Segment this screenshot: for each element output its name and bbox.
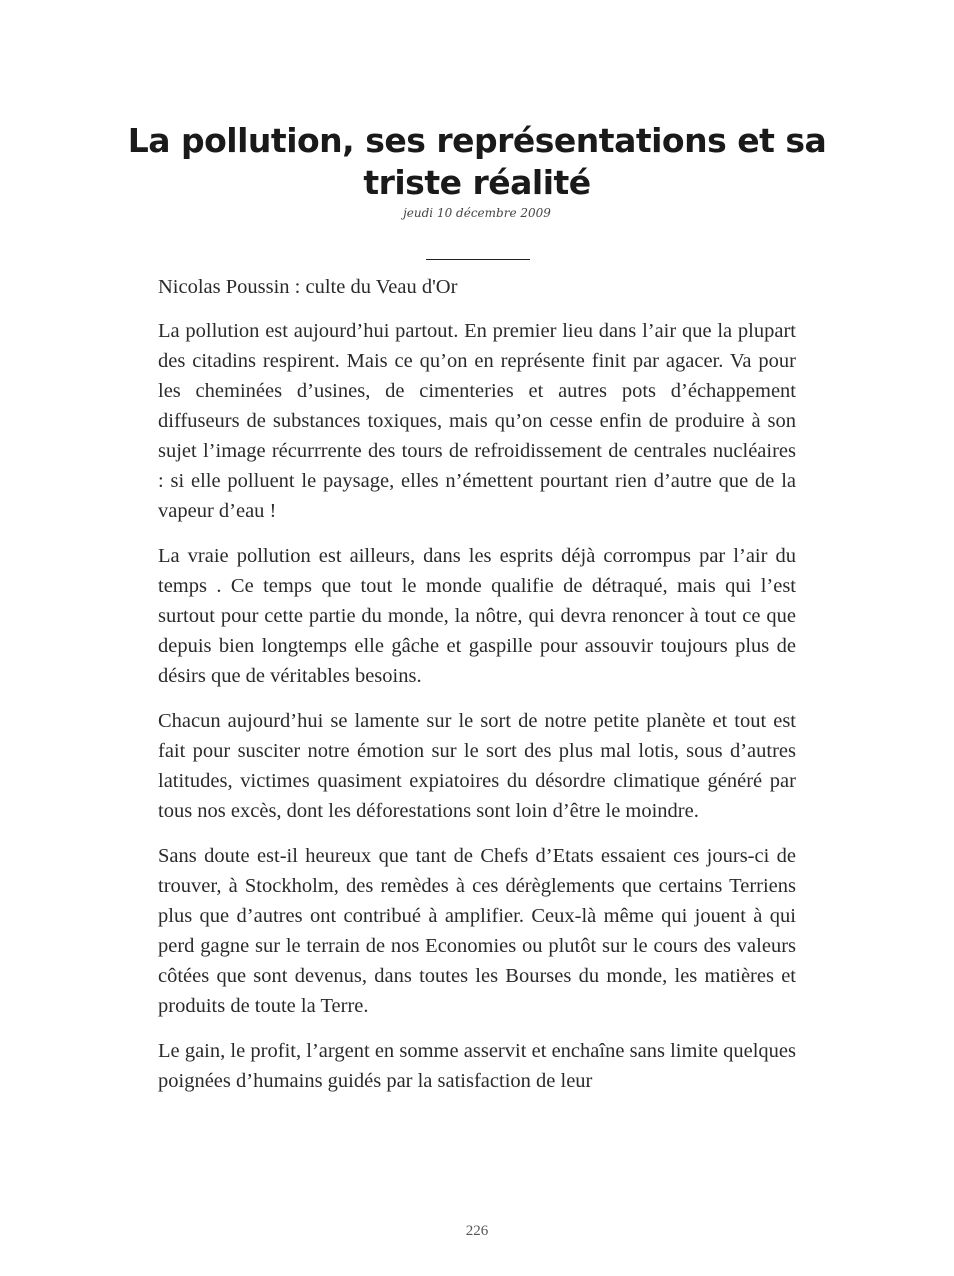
- article-body: [158, 272, 796, 1111]
- paragraph-5: Le gain, le profit, l’argent en somme asservit et enchaîne sans limite quelques poignées d’humains guidés par la satisfaction de leur: [158, 1040, 796, 1092]
- paragraph-3: Chacun aujourd’hui se lamente sur le sort de notre petite planète et tout est fait pour susciter notre émotion sur le sort des plus mal lotis, sous d’autres latitudes, victimes quasiment expiatoires du désordre climatique généré par tous nos excès, dont les déforestations sont loin d’être le moindre.: [158, 710, 796, 822]
- paragraph-4: Sans doute est-il heureux que tant de Chefs d’Etats essaient ces jours-ci de trouver, à Stockholm, des remèdes à ces dérèglements que certains Terriens plus que d’autres ont contribué à amplifier. Ceux-là même qui jouent à qui perd gagne sur le terrain de nos Economies ou plutôt sur le cours des valeurs côtées que sont devenus, dans toutes les Bourses du monde, les matières et produits de toute la Terre.: [158, 845, 796, 1017]
- article-title: La pollution, ses représentations et sa triste réalité: [127, 121, 827, 202]
- article-date: jeudi 10 décembre 2009: [403, 206, 551, 220]
- image-caption: Nicolas Poussin : culte du Veau d'Or: [158, 276, 458, 298]
- paragraph-1: La pollution est aujourd’hui partout. En premier lieu dans l’air que la plupart des citadins respirent. Mais ce qu’on en représente finit par agacer. Va pour les cheminées d’usines, de cimenteries et autres pots d’échappement diffuseurs de substances toxiques, mais qu’on cesse enfin de produire à son sujet l’image récurrrente des tours de refroidissement de centrales nucléaires : si elle polluent le paysage, elles n’émettent pourtant rien d’autre que de la vapeur d’eau !: [158, 320, 796, 522]
- title-separator: [426, 259, 530, 260]
- page-number: 226: [465, 1223, 489, 1239]
- paragraph-2: La vraie pollution est ailleurs, dans les esprits déjà corrompus par l’air du temps . Ce temps que tout le monde qualifie de détraqué, mais qui l’est surtout pour cette partie du monde, la nôtre, qui devra renoncer à tout ce que depuis bien longtemps elle gâche et gaspille pour assouvir toujours plus de désirs que de véritables besoins.: [158, 545, 796, 687]
